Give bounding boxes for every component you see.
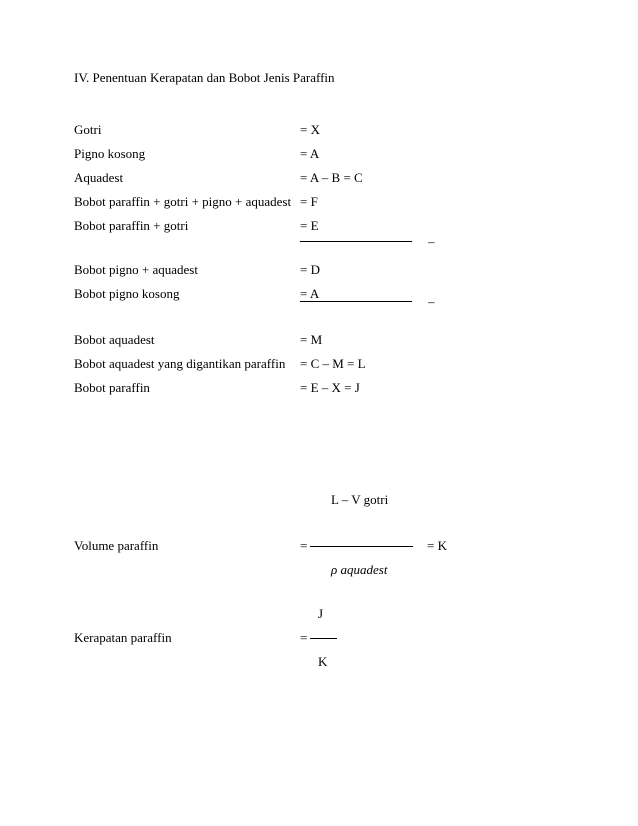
row-value-bobot-total: = F bbox=[300, 194, 318, 209]
row-label-aquadest-digantikan: Bobot aquadest yang digantikan paraffin bbox=[74, 356, 286, 371]
density-numerator: J bbox=[318, 606, 324, 621]
volume-label: Volume paraffin bbox=[74, 538, 159, 553]
subtraction-rule-2 bbox=[300, 301, 412, 302]
row-label-pigno-kosong: Pigno kosong bbox=[74, 146, 146, 161]
row-value-pigno-kosong: = A bbox=[300, 146, 320, 161]
row-label-aquadest: Aquadest bbox=[74, 170, 124, 185]
volume-eq: = bbox=[300, 538, 308, 553]
row-value-bobot-aquadest: = M bbox=[300, 332, 323, 347]
subtraction-rule-1 bbox=[300, 241, 412, 242]
volume-numerator: L – V gotri bbox=[331, 492, 389, 507]
row-label-bobot-total: Bobot paraffin + gotri + pigno + aquadest bbox=[74, 194, 292, 209]
row-value-aquadest-digantikan: = C – M = L bbox=[300, 356, 366, 371]
density-label: Kerapatan paraffin bbox=[74, 630, 172, 645]
row-value-aquadest: = A – B = C bbox=[300, 170, 363, 185]
volume-result: = K bbox=[427, 538, 447, 553]
row-value-bobot-pigno-kosong: = A bbox=[300, 286, 320, 301]
row-label-paraffin-gotri: Bobot paraffin + gotri bbox=[74, 218, 189, 233]
row-value-gotri: = X bbox=[300, 122, 320, 137]
row-label-bobot-pigno-kosong: Bobot pigno kosong bbox=[74, 286, 180, 301]
row-label-bobot-aquadest: Bobot aquadest bbox=[74, 332, 155, 347]
volume-denominator: ρ aquadest bbox=[331, 562, 388, 577]
volume-fraction-bar bbox=[310, 546, 413, 547]
row-value-bobot-paraffin: = E – X = J bbox=[300, 380, 360, 395]
row-value-pigno-aquadest: = D bbox=[300, 262, 320, 277]
density-denominator: K bbox=[318, 654, 328, 669]
heading: IV. Penentuan Kerapatan dan Bobot Jenis Paraffin bbox=[74, 70, 335, 85]
row-label-gotri: Gotri bbox=[74, 122, 102, 137]
row-value-paraffin-gotri: = E bbox=[300, 218, 319, 233]
subtraction-sign-2: – bbox=[428, 294, 435, 309]
row-label-bobot-paraffin: Bobot paraffin bbox=[74, 380, 150, 395]
density-eq: = bbox=[300, 630, 308, 645]
subtraction-sign-1: – bbox=[428, 234, 435, 249]
density-fraction-bar bbox=[310, 638, 337, 639]
row-label-pigno-aquadest: Bobot pigno + aquadest bbox=[74, 262, 198, 277]
